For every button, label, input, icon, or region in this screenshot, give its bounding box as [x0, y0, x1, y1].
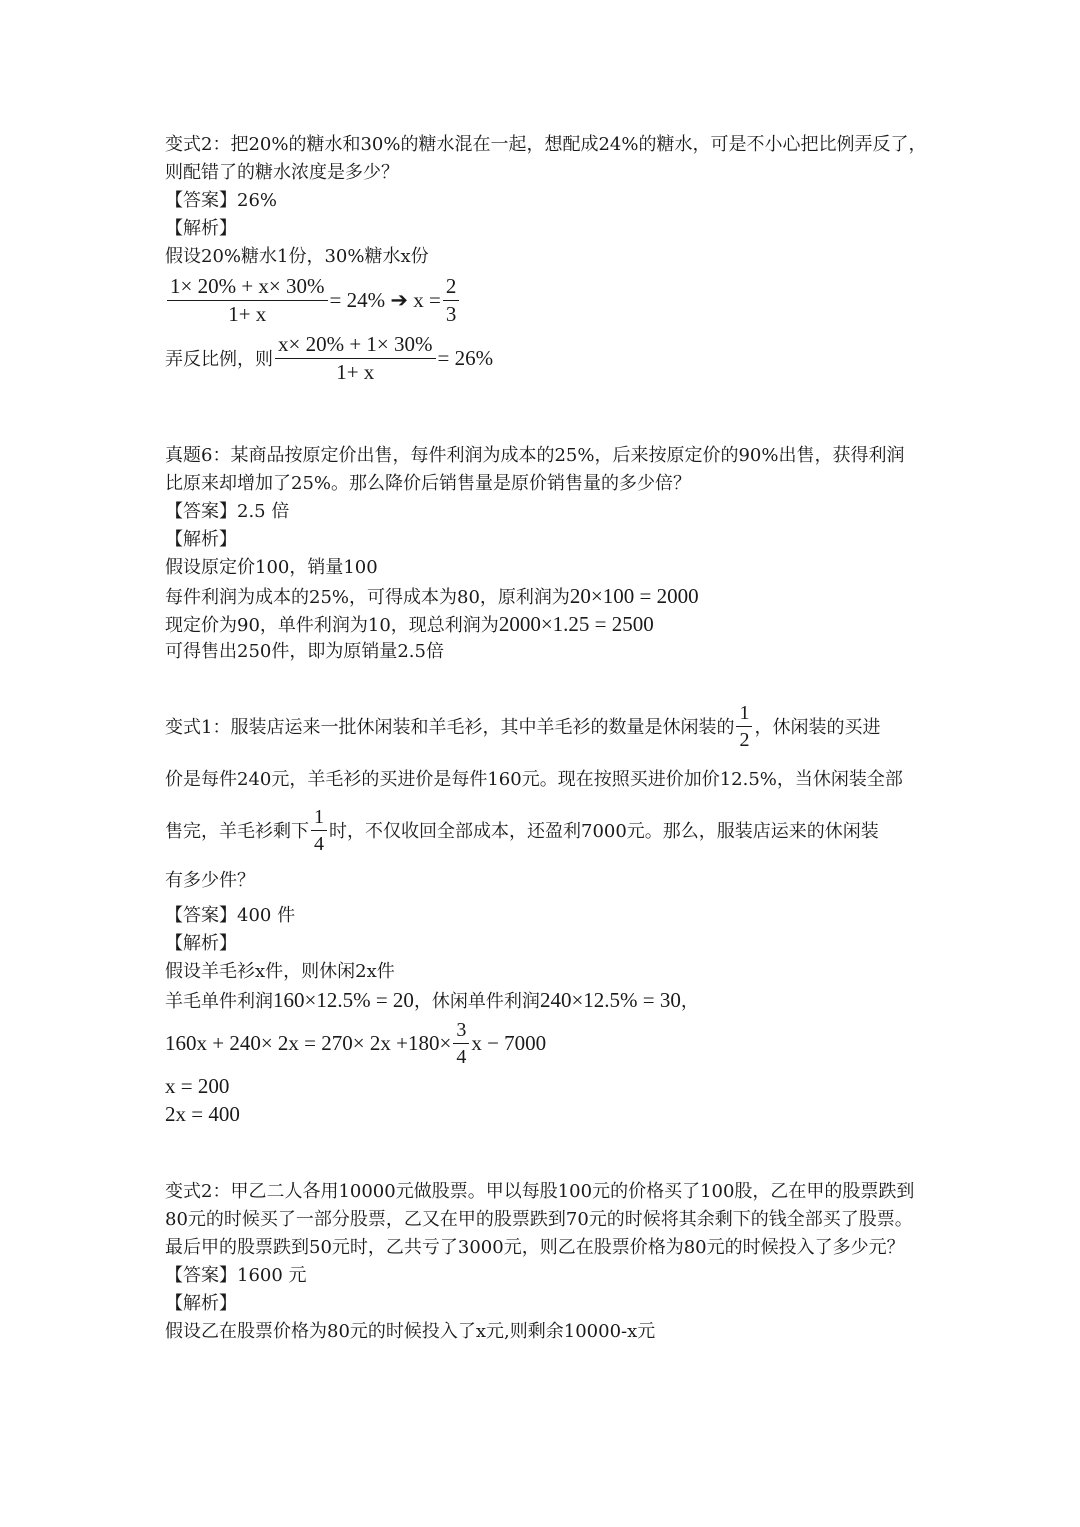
step-text: ，休闲单件利润	[413, 991, 540, 1012]
equation-prefix: 弄反比例，则	[165, 349, 273, 370]
title-text: ，休闲装的买进	[754, 717, 881, 738]
problem-variant-2-sugar	[165, 131, 925, 387]
step-text: 现定价为90，单件利润为10，现总利润为	[165, 615, 499, 636]
equation-fraction	[167, 275, 328, 326]
analysis-step: 假设原定价100，销量100	[165, 557, 378, 578]
step-math: 20×100 = 2000	[569, 584, 699, 608]
fraction-numerator: 2	[443, 275, 460, 301]
problem-title-line: 比原来却增加了25%。那么降价后销售量是原价销售量的多少倍？	[165, 473, 692, 494]
problem-title-line: 变式2：把20%的糖水和30%的糖水混在一起，想配成24%的糖水，可是不小心把比例弄反了，	[165, 134, 927, 155]
fraction-denominator: 3	[445, 301, 457, 326]
problem-title-line	[165, 856, 925, 902]
answer-line: 【答案】400 件	[165, 905, 296, 926]
analysis-label: 【解析】	[165, 529, 237, 550]
equation-left: 160x + 240× 2x = 270× 2x +180×	[165, 1030, 452, 1055]
analysis-step	[165, 582, 925, 610]
problem-variant-1-clothing	[165, 700, 925, 1128]
fraction-numerator: 1	[311, 806, 327, 831]
analysis-label: 【解析】	[165, 218, 237, 239]
inline-fraction	[311, 806, 327, 855]
step-math: 240×12.5% = 30	[539, 988, 681, 1012]
inline-fraction	[736, 702, 752, 751]
step-math: 2000×1.25 = 2500	[498, 612, 654, 636]
problem-title-line	[165, 804, 925, 856]
analysis-step: 假设20%糖水1份，30%糖水x份	[165, 246, 429, 267]
title-text: 有多少件？	[165, 870, 255, 891]
fraction-denominator: 4	[456, 1045, 467, 1068]
problem-title-line: 80元的时候买了一部分股票，乙又在甲的股票跌到70元的时候将其余剩下的钱全部买了股票。	[165, 1209, 913, 1230]
analysis-step: 假设羊毛衫x件，则休闲2x件	[165, 961, 395, 982]
equation-2	[165, 329, 925, 387]
analysis-step	[165, 610, 925, 638]
analysis-step: 可得售出250件，即为原销量2.5倍	[165, 641, 444, 662]
problem-title-line: 则配错了的糖水浓度是多少？	[165, 162, 399, 183]
title-text: 售完，羊毛衫剩下	[165, 821, 309, 842]
equation-rhs: = 24% ➔ x =	[329, 287, 441, 312]
title-text: 时，不仅收回全部成本，还盈利7000元。那么，服装店运来的休闲装	[329, 821, 879, 842]
title-text: 变式1：服装店运来一批休闲装和羊毛衫，其中羊毛衫的数量是休闲装的	[165, 717, 735, 738]
step-math: 160×12.5% = 20	[273, 988, 414, 1012]
answer-line: 【答案】1600 元	[165, 1265, 307, 1286]
equation-result: 2x = 400	[165, 1102, 240, 1126]
answer-line: 【答案】26%	[165, 190, 278, 211]
problem-title-line: 最后甲的股票跌到50元时，乙共亏了3000元，则乙在股票价格为80元的时候投入了多少元？	[165, 1237, 905, 1258]
equation-fraction	[443, 275, 460, 326]
analysis-step: 假设乙在股票价格为80元的时候投入了x元,则剩余10000-x元	[165, 1321, 656, 1342]
step-text: ，	[680, 991, 699, 1012]
fraction-denominator: 2	[739, 728, 750, 751]
step-text: 羊毛单件利润	[165, 991, 273, 1012]
equation-right: x − 7000	[471, 1030, 547, 1055]
fraction-denominator: 4	[314, 832, 324, 855]
equation-3	[165, 1014, 925, 1072]
fraction-numerator: 1	[736, 702, 752, 727]
analysis-label: 【解析】	[165, 933, 237, 954]
answer-line: 【答案】2.5 倍	[165, 501, 290, 522]
problem-title-line	[165, 752, 925, 804]
equation-1	[165, 271, 925, 329]
fraction-numerator: 3	[453, 1019, 469, 1044]
fraction-numerator: x× 20% + 1× 30%	[275, 333, 436, 359]
equation-fraction	[453, 1019, 469, 1068]
fraction-denominator: 1+ x	[336, 359, 375, 384]
equation-rhs: = 26%	[437, 345, 494, 370]
problem-title-line	[165, 700, 925, 752]
problem-title-line: 真题6：某商品按原定价出售，每件利润为成本的25%，后来按原定价的90%出售，获得利润	[165, 445, 905, 466]
fraction-denominator: 1+ x	[228, 301, 267, 326]
problem-real-6-pricing	[165, 442, 925, 666]
analysis-label: 【解析】	[165, 1293, 237, 1314]
title-text: 价是每件240元，羊毛衫的买进价是每件160元。现在按照买进价加价12.5%，当休闲装全部	[165, 769, 903, 790]
analysis-step	[165, 986, 925, 1014]
step-text: 每件利润为成本的25%，可得成本为80，原利润为	[165, 587, 570, 608]
problem-title-line: 变式2：甲乙二人各用10000元做股票。甲以每股100元的价格买了100股，乙在甲的股票跌到	[165, 1181, 915, 1202]
equation-result: x = 200	[165, 1074, 230, 1098]
equation-fraction	[275, 333, 436, 384]
fraction-numerator: 1× 20% + x× 30%	[167, 275, 328, 301]
problem-variant-2-stocks	[165, 1178, 925, 1346]
